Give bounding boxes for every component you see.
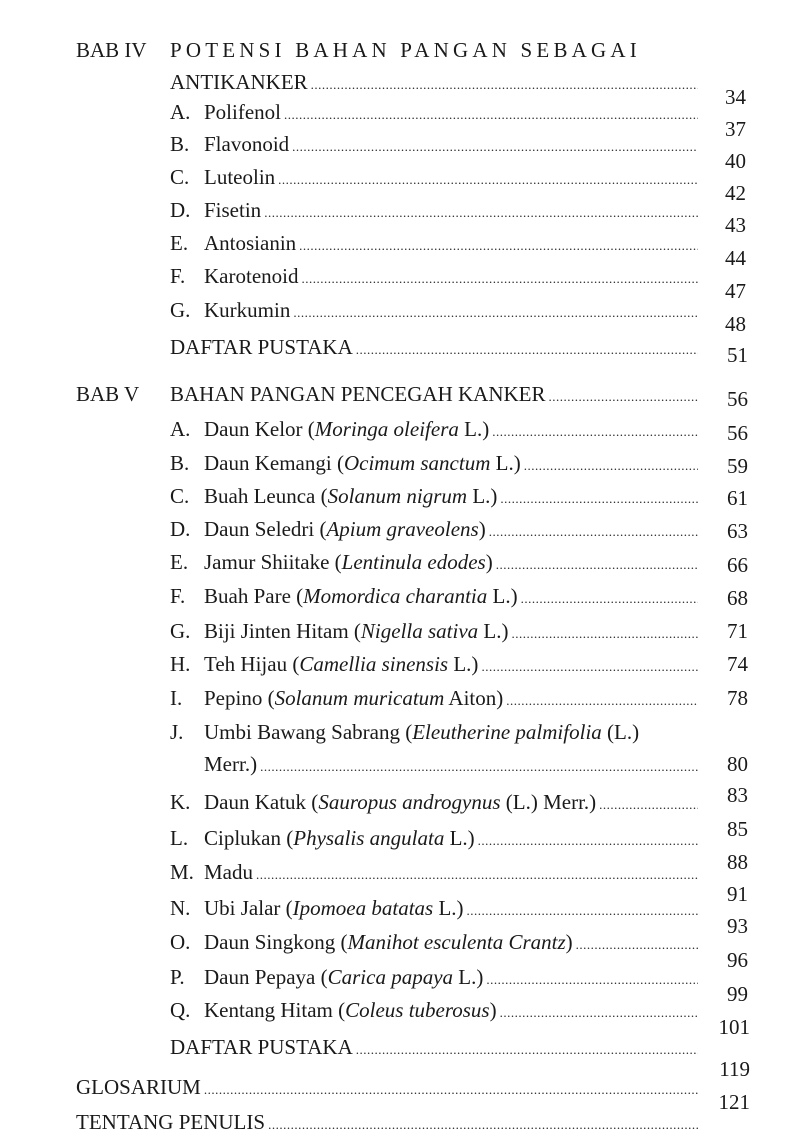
toc-item-letter: D. [170, 517, 191, 541]
toc-item-title [170, 860, 253, 885]
toc-item-letter: E. [170, 550, 189, 574]
bab4-title-page: 34 [725, 85, 746, 109]
toc-item-page: 56 [727, 421, 748, 445]
leader-dots [549, 389, 699, 405]
bab5-label: BAB V [76, 382, 140, 406]
toc-item-row [170, 231, 698, 256]
toc-item-page: 66 [727, 553, 748, 577]
leader-dots [486, 972, 698, 988]
toc-item-letter: D. [170, 198, 191, 222]
toc-item-row [170, 930, 698, 955]
bab5-daftar-label: DAFTAR PUSTAKA [170, 1035, 353, 1059]
toc-item-row [170, 165, 698, 190]
toc-item-letter: M. [170, 860, 194, 884]
toc-item-page: 78 [727, 686, 748, 710]
toc-item-latin-name: Momordica charantia [303, 584, 488, 608]
toc-item-title [170, 826, 475, 851]
toc-item-latin-name: Manihot esculenta Crantz [347, 930, 566, 954]
leader-dots [356, 342, 698, 358]
toc-item-text: Umbi Bawang Sabrang ( [204, 720, 413, 744]
toc-item-text-end: (L.) Merr.) [500, 790, 597, 814]
bab4-daftar-label: DAFTAR PUSTAKA [170, 335, 353, 359]
leader-dots [492, 424, 698, 440]
toc-item-title [170, 264, 298, 289]
leader-dots [292, 139, 698, 155]
bab4-daftar-row [170, 335, 698, 360]
toc-item-text-end: L.) [433, 896, 464, 920]
leader-dots [496, 557, 698, 573]
toc-item-latin-name: Physalis angulata [293, 826, 445, 850]
toc-item-title [170, 132, 289, 157]
toc-item-title [170, 165, 275, 190]
leader-dots [500, 1005, 698, 1021]
leader-dots [356, 1042, 698, 1058]
toc-item-title [170, 965, 483, 990]
toc-item-letter: Q. [170, 998, 191, 1022]
toc-item-row [170, 652, 698, 677]
toc-item-page: 48 [725, 312, 746, 336]
toc-item-title [170, 484, 497, 509]
toc-item-latin-name: Ocimum sanctum [343, 451, 491, 475]
toc-item-page: 40 [725, 149, 746, 173]
toc-item-text: Buah Leunca ( [204, 484, 328, 508]
toc-item-letter: G. [170, 298, 191, 322]
toc-item-continuation-row [204, 752, 698, 777]
toc-item-text: Daun Pepaya ( [204, 965, 328, 989]
toc-item-page: 74 [727, 652, 748, 676]
toc-item-latin-name: Moringa oleifera [314, 417, 459, 441]
toc-item-letter: P. [170, 965, 185, 989]
toc-item-row [170, 965, 698, 990]
toc-item-latin-name: Sauropus androgynus [318, 790, 501, 814]
toc-item-row [170, 896, 698, 921]
toc-item-title [170, 584, 518, 609]
toc-item-title [170, 998, 497, 1023]
penulis-row [76, 1110, 698, 1135]
bab5-title-row [170, 382, 698, 407]
toc-item-page: 42 [725, 181, 746, 205]
leader-dots [506, 693, 698, 709]
glosarium-page: 119 [719, 1057, 750, 1081]
toc-item-text-end: ) [478, 517, 486, 541]
toc-item-text: Daun Kemangi ( [204, 451, 344, 475]
bab4-title-line2: ANTIKANKER [170, 70, 308, 94]
toc-item-text: Teh Hijau ( [204, 652, 300, 676]
leader-dots [256, 867, 698, 883]
toc-item-latin-name: Nigella sativa [360, 619, 479, 643]
toc-item-page: 63 [727, 519, 748, 543]
toc-item-row [170, 298, 698, 323]
toc-item-row [170, 860, 698, 885]
toc-item-text: Kentang Hitam ( [204, 998, 346, 1022]
toc-item-row [170, 686, 698, 711]
toc-item-page: 96 [727, 948, 748, 972]
bab5-daftar-page: 101 [718, 1015, 750, 1039]
toc-item-latin-name: Apium graveolens [326, 517, 479, 541]
toc-item-letter: A. [170, 417, 191, 441]
toc-item-letter: B. [170, 451, 190, 475]
toc-item-text: Fisetin [204, 198, 262, 222]
glosarium-label: GLOSARIUM [76, 1075, 201, 1099]
leader-dots [500, 491, 698, 507]
leader-dots [311, 77, 698, 93]
leader-dots [264, 205, 698, 221]
toc-item-row [170, 132, 698, 157]
toc-item-row [170, 998, 698, 1023]
leader-dots [521, 591, 698, 607]
toc-item-text: Jamur Shiitake ( [204, 550, 342, 574]
toc-item-text: Buah Pare ( [204, 584, 304, 608]
toc-item-text-end: L.) [490, 451, 521, 475]
leader-dots [260, 759, 698, 775]
toc-item-row [170, 790, 698, 815]
toc-item-row [170, 619, 698, 644]
toc-item-text-end: (L.) [601, 720, 640, 744]
toc-item-letter: C. [170, 484, 190, 508]
toc-item-text: Madu [204, 860, 253, 884]
toc-item-page: 59 [727, 454, 748, 478]
toc-item-row [170, 264, 698, 289]
leader-dots [511, 626, 698, 642]
toc-item-letter: G. [170, 619, 191, 643]
leader-dots [204, 1082, 698, 1098]
toc-item-title [170, 417, 489, 442]
leader-dots [478, 833, 698, 849]
toc-item-page: 83 [727, 783, 748, 807]
toc-item-letter: N. [170, 896, 191, 920]
toc-item-text: Daun Katuk ( [204, 790, 319, 814]
bab5-daftar-row [170, 1035, 698, 1060]
toc-item-text-end: ) [485, 550, 493, 574]
leader-dots [268, 1117, 698, 1133]
toc-item-text: Karotenoid [204, 264, 299, 288]
toc-item-page: 61 [727, 486, 748, 510]
bab5-title: BAHAN PANGAN PENCEGAH KANKER [170, 382, 546, 406]
leader-dots [299, 238, 698, 254]
toc-item-title [170, 231, 296, 256]
toc-item-letter: L. [170, 826, 189, 850]
toc-item-text-end: ) [489, 998, 497, 1022]
toc-item-text-end: L.) [448, 652, 479, 676]
penulis-label: TENTANG PENULIS [76, 1110, 266, 1134]
glosarium-row [76, 1075, 698, 1100]
toc-item-text-end: L.) [478, 619, 509, 643]
toc-item-row [170, 417, 698, 442]
toc-item-page: 44 [725, 246, 746, 270]
toc-item-row [170, 198, 698, 223]
toc-item-letter: A. [170, 100, 191, 124]
toc-item-letter: I. [170, 686, 183, 710]
toc-item-letter: F. [170, 584, 186, 608]
toc-item-latin-name: Ipomoea batatas [292, 896, 434, 920]
toc-item-text: Daun Seledri ( [204, 517, 327, 541]
toc-item-latin-name: Camellia sinensis [299, 652, 449, 676]
toc-item-letter: J. [170, 720, 184, 744]
toc-item-text: Polifenol [204, 100, 281, 124]
toc-item-text: Kurkumin [204, 298, 291, 322]
toc-item-text: Pepino ( [204, 686, 275, 710]
toc-item-text-end: ) [565, 930, 573, 954]
toc-item-row [170, 550, 698, 575]
toc-item-page: 68 [727, 586, 748, 610]
toc-item-row [170, 826, 698, 851]
leader-dots [599, 797, 698, 813]
toc-item-page: 88 [727, 850, 748, 874]
bab5-title-page: 56 [727, 387, 748, 411]
toc-item-page: 85 [727, 817, 748, 841]
toc-item-text: Luteolin [204, 165, 276, 189]
toc-item-title [170, 517, 486, 542]
toc-item-title [170, 619, 508, 644]
leader-dots [524, 458, 698, 474]
toc-item-latin-name: Lentinula edodes [341, 550, 486, 574]
toc-item-row [170, 517, 698, 542]
toc-item-letter: O. [170, 930, 191, 954]
toc-item-latin-name: Eleutherine palmifolia [412, 720, 602, 744]
toc-item-latin-name: Solanum nigrum [327, 484, 468, 508]
penulis-page: 121 [718, 1090, 750, 1114]
toc-item-page: 99 [727, 982, 748, 1006]
toc-item-text: Ubi Jalar ( [204, 896, 293, 920]
toc-item-latin-name: Carica papaya [327, 965, 454, 989]
toc-item-text-end: L.) [467, 484, 498, 508]
toc-item-text-end: L.) [453, 965, 484, 989]
toc-item-row [170, 451, 698, 476]
toc-item-text: Flavonoid [204, 132, 290, 156]
toc-item-title [170, 451, 521, 476]
leader-dots [284, 107, 698, 123]
toc-item-text: Daun Singkong ( [204, 930, 348, 954]
toc-item-text: Biji Jinten Hitam ( [204, 619, 361, 643]
toc-item-page: 91 [727, 882, 748, 906]
toc-item-title [170, 198, 261, 223]
leader-dots [301, 271, 698, 287]
leader-dots [293, 305, 698, 321]
toc-item-row [170, 720, 698, 745]
bab4-title-row [170, 70, 698, 95]
leader-dots [278, 172, 698, 188]
toc-item-row [170, 484, 698, 509]
toc-item-latin-name: Solanum muricatum [274, 686, 445, 710]
toc-item-page: 47 [725, 279, 746, 303]
toc-item-row [170, 584, 698, 609]
toc-item-title [170, 720, 639, 745]
toc-item-title [170, 550, 493, 575]
toc-item-page: 80 [727, 752, 748, 776]
toc-item-page: 43 [725, 213, 746, 237]
toc-item-letter: B. [170, 132, 190, 156]
toc-item-letter: C. [170, 165, 190, 189]
bab4-daftar-page: 51 [727, 343, 748, 367]
toc-item-text: Ciplukan ( [204, 826, 294, 850]
toc-item-text-end: L.) [458, 417, 490, 441]
toc-item-title [170, 652, 478, 677]
toc-item-text: Antosianin [204, 231, 297, 255]
leader-dots [481, 659, 698, 675]
toc-item-continuation: Merr.) [204, 752, 258, 776]
toc-item-text: Daun Kelor ( [204, 417, 315, 441]
toc-item-text-end: Aiton) [444, 686, 504, 710]
toc-item-title [170, 100, 281, 125]
toc-item-letter: K. [170, 790, 191, 814]
toc-item-letter: E. [170, 231, 189, 255]
toc-item-page: 37 [725, 117, 746, 141]
toc-item-title [170, 896, 464, 921]
leader-dots [489, 524, 698, 540]
toc-item-title [170, 298, 290, 323]
toc-item-latin-name: Coleus tuberosus [345, 998, 490, 1022]
toc-item-letter: F. [170, 264, 186, 288]
toc-item-row [170, 100, 698, 125]
bab4-title-line1: POTENSI BAHAN PANGAN SEBAGAI [170, 38, 641, 62]
toc-item-title [170, 686, 503, 711]
toc-item-page: 93 [727, 914, 748, 938]
leader-dots [467, 903, 698, 919]
toc-item-letter: H. [170, 652, 191, 676]
toc-item-text-end: L.) [487, 584, 518, 608]
toc-item-page: 71 [727, 619, 748, 643]
toc-item-title [170, 790, 596, 815]
leader-dots [576, 937, 698, 953]
toc-item-title [170, 930, 573, 955]
bab4-label: BAB IV [76, 38, 147, 62]
toc-item-text-end: L.) [444, 826, 475, 850]
